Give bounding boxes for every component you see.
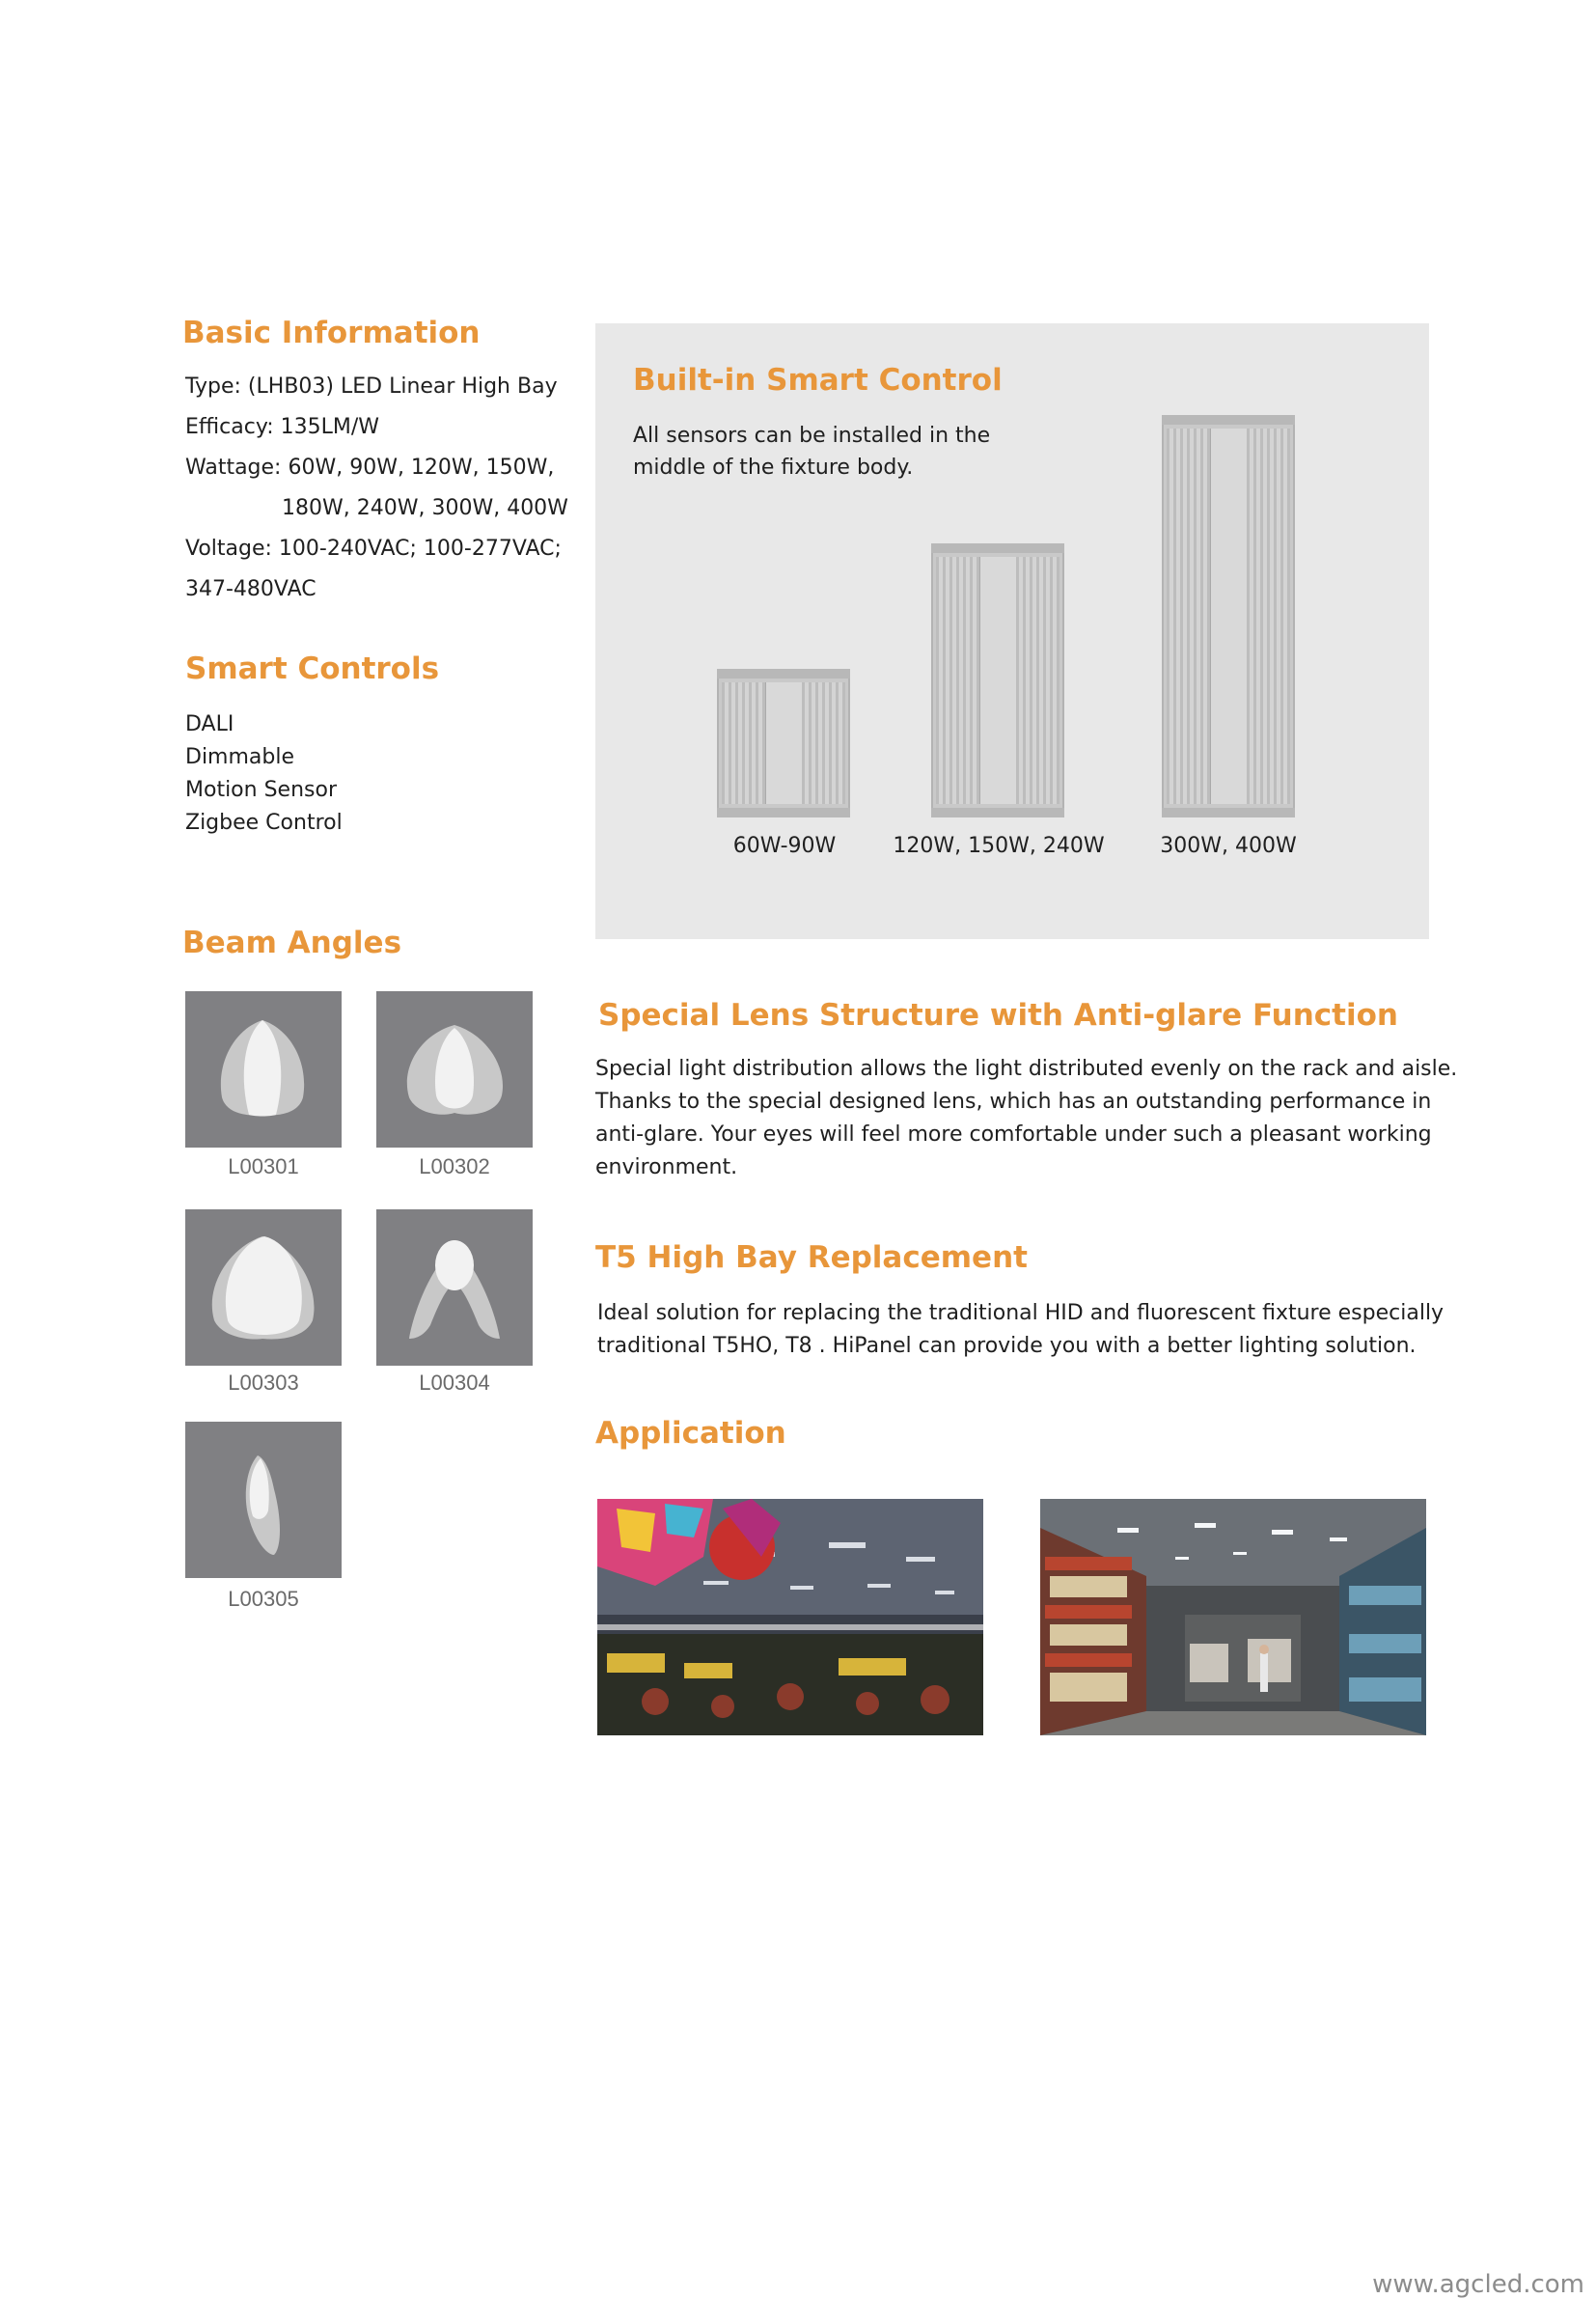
beam-diagram-l00305 <box>185 1422 342 1578</box>
beam-pattern-icon <box>185 991 342 1148</box>
builtin-control-heading: Built-in Smart Control <box>633 363 1003 398</box>
beam-diagram-l00303 <box>185 1209 342 1366</box>
list-item: DALI <box>185 712 234 736</box>
beam-pattern-icon <box>185 1209 342 1366</box>
body-line: environment. <box>595 1155 738 1179</box>
beam-pattern-icon <box>376 1209 533 1366</box>
fixture-label: 120W, 150W, 240W <box>893 834 1105 858</box>
application-photo-warehouse <box>1040 1499 1426 1735</box>
beam-pattern-icon <box>376 991 533 1148</box>
efficacy-line: Efficacy: 135LM/W <box>185 415 380 439</box>
type-line: Type: (LHB03) LED Linear High Bay <box>185 374 558 399</box>
body-line: Thanks to the special designed lens, which has an outstanding performance in <box>595 1090 1432 1114</box>
voltage-line-cont: 347-480VAC <box>185 577 316 601</box>
wattage-line-cont: 180W, 240W, 300W, 400W <box>282 496 568 520</box>
t5-section-heading: T5 High Bay Replacement <box>595 1240 1028 1275</box>
fixture-label: 60W-90W <box>732 834 837 858</box>
beam-diagram-l00302 <box>376 991 533 1148</box>
lens-section-body <box>595 1053 1457 1184</box>
body-line: Special light distribution allows the light distributed evenly on the rack and aisle. <box>595 1057 1458 1081</box>
fixture-300w-image <box>1162 417 1295 816</box>
basic-info-list <box>185 374 571 606</box>
body-line: Ideal solution for replacing the traditional HID and fluorescent fixture especially <box>597 1301 1445 1325</box>
wattage-line: Wattage: 60W, 90W, 120W, 150W, <box>185 456 555 480</box>
beam-label: L00305 <box>228 1587 299 1611</box>
body-line: anti-glare. Your eyes will feel more comfortable under such a pleasant working <box>595 1122 1432 1147</box>
description-line: middle of the fixture body. <box>633 456 914 480</box>
smart-controls-heading: Smart Controls <box>185 651 440 686</box>
body-line: traditional T5HO, T8 . HiPanel can provide you with a better lighting solution. <box>597 1334 1417 1358</box>
smart-controls-list <box>185 708 343 840</box>
builtin-control-description <box>633 420 990 484</box>
beam-label: L00301 <box>228 1154 299 1178</box>
application-photo-market <box>597 1499 983 1735</box>
beam-angles-heading: Beam Angles <box>182 926 402 960</box>
basic-info-heading: Basic Information <box>182 316 481 350</box>
beam-label: L00304 <box>419 1371 490 1395</box>
builtin-control-panel <box>595 323 1429 939</box>
list-item: Motion Sensor <box>185 778 337 802</box>
footer-url: www.agcled.com <box>1372 2270 1584 2299</box>
list-item: Dimmable <box>185 745 295 769</box>
beam-diagram-l00301 <box>185 991 342 1148</box>
beam-pattern-icon <box>185 1422 342 1578</box>
t5-section-body <box>597 1297 1444 1363</box>
beam-diagram-l00304 <box>376 1209 533 1366</box>
beam-label: L00302 <box>419 1154 490 1178</box>
voltage-line: Voltage: 100-240VAC; 100-277VAC; <box>185 537 562 561</box>
fixture-60w-image <box>717 671 850 816</box>
application-heading: Application <box>595 1416 786 1451</box>
list-item: Zigbee Control <box>185 811 343 835</box>
beam-label: L00303 <box>228 1371 299 1395</box>
lens-section-heading: Special Lens Structure with Anti-glare Function <box>598 998 1398 1033</box>
description-line: All sensors can be installed in the <box>633 424 991 448</box>
fixture-label: 300W, 400W <box>1160 834 1297 858</box>
fixture-120w-image <box>931 545 1064 816</box>
